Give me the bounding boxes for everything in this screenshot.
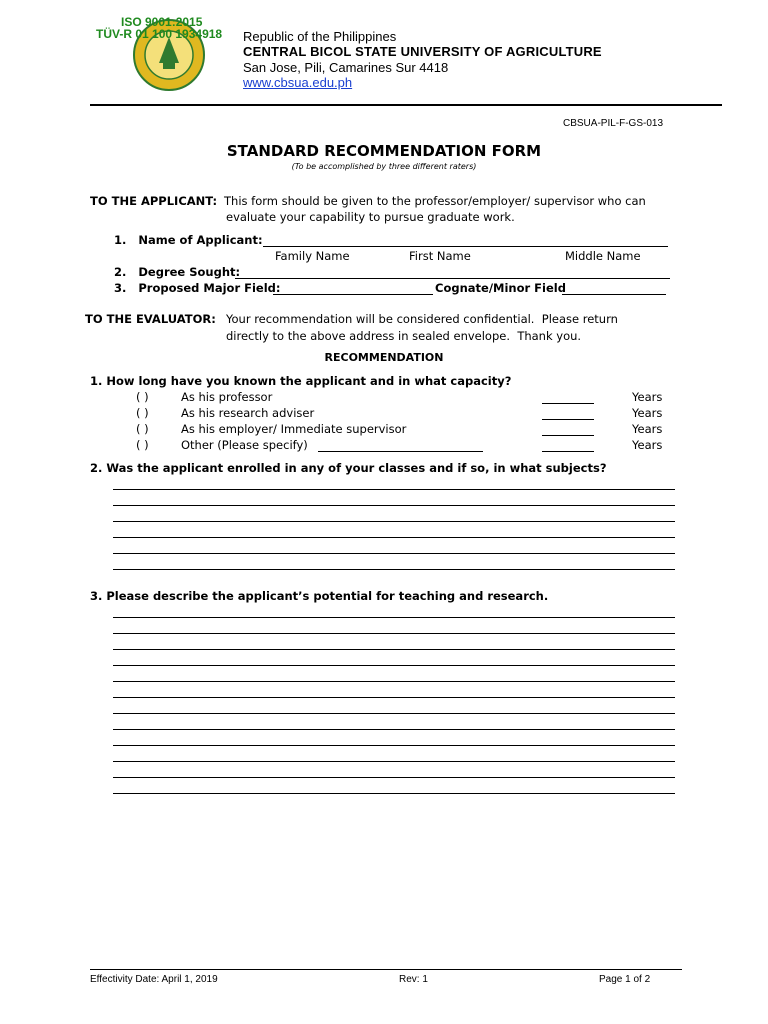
question-1: 1. How long have you known the applicant and in what capacity?: [90, 374, 512, 388]
answer-line[interactable]: [113, 489, 675, 490]
capacity-checkbox-employer[interactable]: ( ): [136, 422, 149, 436]
answer-line[interactable]: [113, 569, 675, 570]
capacity-checkbox-other[interactable]: ( ): [136, 438, 149, 452]
header-divider: [90, 104, 722, 106]
page-number: Page 1 of 2: [599, 974, 651, 985]
answer-line[interactable]: [113, 713, 675, 714]
name-of-applicant-label: 1. Name of Applicant:: [114, 233, 263, 247]
website-link[interactable]: www.cbsua.edu.ph: [243, 75, 353, 90]
first-name-caption: First Name: [409, 249, 471, 263]
cognate-field-input[interactable]: [562, 294, 666, 295]
question-2: 2. Was the applicant enrolled in any of your classes and if so, in what subjects?: [90, 461, 607, 475]
answer-line[interactable]: [113, 697, 675, 698]
years-field-adviser[interactable]: [542, 419, 594, 420]
question-3: 3. Please describe the applicant’s potential for teaching and research.: [90, 589, 549, 603]
answer-line[interactable]: [113, 537, 675, 538]
answer-line[interactable]: [113, 553, 675, 554]
applicant-instruction-2: evaluate your capability to pursue graduate work.: [226, 210, 515, 224]
answer-line[interactable]: [113, 617, 675, 618]
form-title: STANDARD RECOMMENDATION FORM: [226, 142, 542, 160]
capacity-label-professor: As his professor: [181, 390, 273, 404]
answer-line[interactable]: [113, 729, 675, 730]
university-address: San Jose, Pili, Camarines Sur 4418: [243, 60, 449, 75]
applicant-instruction-1: This form should be given to the professor/employer/ supervisor who can: [224, 194, 646, 208]
capacity-label-adviser: As his research adviser: [181, 406, 315, 420]
answer-line[interactable]: [113, 649, 675, 650]
answer-line[interactable]: [113, 681, 675, 682]
recommendation-heading: RECOMMENDATION: [324, 351, 444, 364]
middle-name-caption: Middle Name: [565, 249, 641, 263]
evaluator-instruction-1: Your recommendation will be considered confidential. Please return: [226, 312, 618, 326]
university-name: CENTRAL BICOL STATE UNIVERSITY OF AGRICULTURE: [243, 44, 602, 59]
capacity-checkbox-adviser[interactable]: ( ): [136, 406, 149, 420]
major-field-input[interactable]: [273, 294, 433, 295]
footer-divider: [90, 969, 682, 970]
answer-line[interactable]: [113, 777, 675, 778]
answer-line[interactable]: [113, 521, 675, 522]
capacity-checkbox-professor[interactable]: ( ): [136, 390, 149, 404]
effectivity-date: Effectivity Date: April 1, 2019: [90, 974, 218, 985]
evaluator-label: TO THE EVALUATOR:: [85, 312, 216, 326]
years-unit-adviser: Years: [632, 406, 663, 420]
evaluator-instruction-2: directly to the above address in sealed envelope. Thank you.: [226, 329, 582, 343]
degree-sought-label: 2. Degree Sought:: [114, 265, 241, 279]
years-unit-employer: Years: [632, 422, 663, 436]
iso-certification: ISO 9001:2015: [121, 15, 203, 29]
form-code: CBSUA-PIL-F-GS-013: [563, 118, 664, 129]
other-specify-field[interactable]: [318, 451, 483, 452]
years-unit-professor: Years: [632, 390, 663, 404]
revision-number: Rev: 1: [399, 974, 428, 985]
years-unit-other: Years: [632, 438, 663, 452]
major-field-label: 3. Proposed Major Field:: [114, 281, 281, 295]
capacity-label-other: Other (Please specify): [181, 438, 308, 452]
answer-line[interactable]: [113, 793, 675, 794]
capacity-label-employer: As his employer/ Immediate supervisor: [181, 422, 407, 436]
answer-line[interactable]: [113, 633, 675, 634]
answer-line[interactable]: [113, 761, 675, 762]
years-field-employer[interactable]: [542, 435, 594, 436]
name-of-applicant-field[interactable]: [263, 246, 668, 247]
answer-line[interactable]: [113, 745, 675, 746]
answer-line[interactable]: [113, 665, 675, 666]
applicant-label: TO THE APPLICANT:: [90, 194, 218, 208]
years-field-professor[interactable]: [542, 403, 594, 404]
family-name-caption: Family Name: [275, 249, 350, 263]
answer-line[interactable]: [113, 505, 675, 506]
cognate-label: Cognate/Minor Field: [435, 281, 566, 295]
iso-certificate-number: TÜV-R 01 100 1934918: [96, 27, 223, 41]
form-subtitle: (To be accomplished by three different raters): [291, 162, 477, 171]
degree-sought-field[interactable]: [235, 278, 670, 279]
republic-line: Republic of the Philippines: [243, 29, 397, 44]
years-field-other[interactable]: [542, 451, 594, 452]
